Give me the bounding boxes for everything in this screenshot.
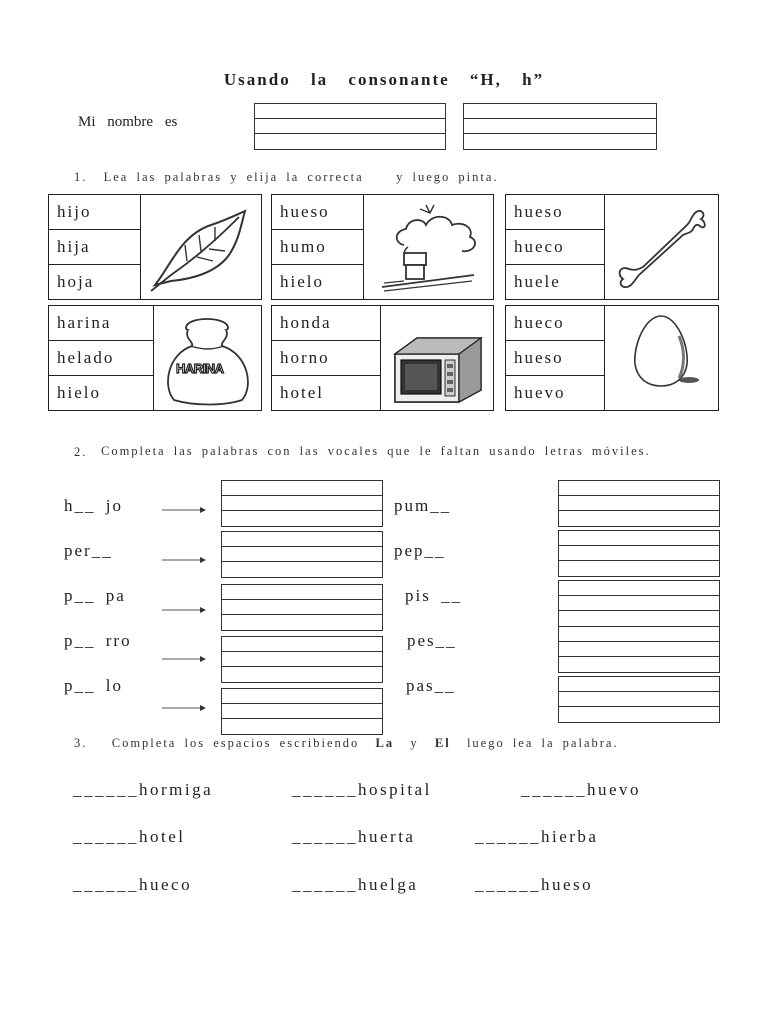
flour-sack-icon [154,306,261,410]
section3-number: 3. [74,736,88,750]
word-option[interactable]: hoja [48,264,141,300]
word-stem: per__ [64,541,113,560]
word-stem: pep__ [394,541,446,560]
fill-blank-item[interactable]: ______huevo [521,780,642,799]
word-stem: h__ jo [64,496,123,515]
section2-instruction: Completa las palabras con las vocales que le faltan usando letras móviles. [101,444,651,458]
fill-blank-item[interactable]: ______hospital [292,780,432,799]
arrow-right-icon [162,605,208,615]
word-option[interactable]: hueco [505,305,605,341]
leaf-icon [141,195,261,299]
fill-blank-item[interactable]: ______hierba [475,827,599,846]
article-el: El [434,736,451,750]
picture-box [140,194,262,300]
writing-box[interactable] [221,636,383,683]
word-option[interactable]: horno [271,340,381,376]
name-label: Mi nombre es [78,114,178,130]
picture-box [604,305,719,411]
word-stem: p__ lo [64,676,123,695]
arrow-right-icon [162,703,208,713]
name-field-1[interactable] [254,103,446,150]
word-option[interactable]: hueso [505,340,605,376]
word-option[interactable]: helado [48,340,154,376]
fill-blank-item[interactable]: ______hueco [73,875,193,894]
fill-blank-item[interactable]: ______hormiga [73,780,214,799]
section2-number: 2. [74,445,88,459]
worksheet-title: Usando la consonante “H, h” [223,70,545,89]
section3-instruction-text: Completa los espacios escribiendo [111,736,360,750]
word-option[interactable]: hijo [48,194,141,230]
word-option[interactable]: hueso [271,194,364,230]
bone-icon [605,195,718,299]
arrow-right-icon [162,555,208,565]
name-field-2[interactable] [463,103,657,150]
word-option[interactable]: humo [271,229,364,265]
arrow-right-icon [162,505,208,515]
egg-icon [605,306,718,410]
word-option[interactable]: huevo [505,375,605,411]
word-option[interactable]: harina [48,305,154,341]
writing-box[interactable] [221,688,383,735]
fill-blank-item[interactable]: ______hueso [475,875,594,894]
fill-blank-item[interactable]: ______hotel [73,827,186,846]
word-stem: pas__ [406,676,456,695]
word-stem: pis __ [405,586,463,605]
picture-box [604,194,719,300]
word-stem: pum__ [394,496,452,515]
word-option[interactable]: honda [271,305,381,341]
chimney-smoke-icon [364,195,493,299]
picture-box [380,305,494,411]
writing-box[interactable] [558,480,720,527]
picture-box [153,305,262,411]
word-stem: p__ rro [64,631,132,650]
picture-box [363,194,494,300]
section1-instruction: 1. Lea las palabras y elija la correcta y luego pinta. [74,170,499,184]
word-stem: pes__ [407,631,457,650]
section3-instruction [74,736,619,751]
word-option[interactable]: hueso [505,194,605,230]
word-option[interactable]: hotel [271,375,381,411]
microwave-oven-icon [381,306,493,410]
fill-blank-item[interactable]: ______huelga [292,875,419,894]
word-option[interactable]: hielo [48,375,154,411]
writing-box[interactable] [558,676,720,723]
writing-box[interactable] [558,530,720,577]
writing-box[interactable] [221,584,383,631]
writing-box[interactable] [558,580,720,627]
word-stem: p__ pa [64,586,126,605]
fill-blank-item[interactable]: ______huerta [292,827,416,846]
word-option[interactable]: hija [48,229,141,265]
writing-box[interactable] [558,626,720,673]
conjunction-y: y [410,736,419,750]
writing-box[interactable] [221,531,383,578]
word-option[interactable]: hueco [505,229,605,265]
word-option[interactable]: huele [505,264,605,300]
writing-box[interactable] [221,480,383,527]
flour-sack-label: HARINA [176,361,224,376]
arrow-right-icon [162,654,208,664]
word-option[interactable]: hielo [271,264,364,300]
article-la: La [375,736,395,750]
section3-instruction-end: luego lea la palabra. [466,736,619,750]
